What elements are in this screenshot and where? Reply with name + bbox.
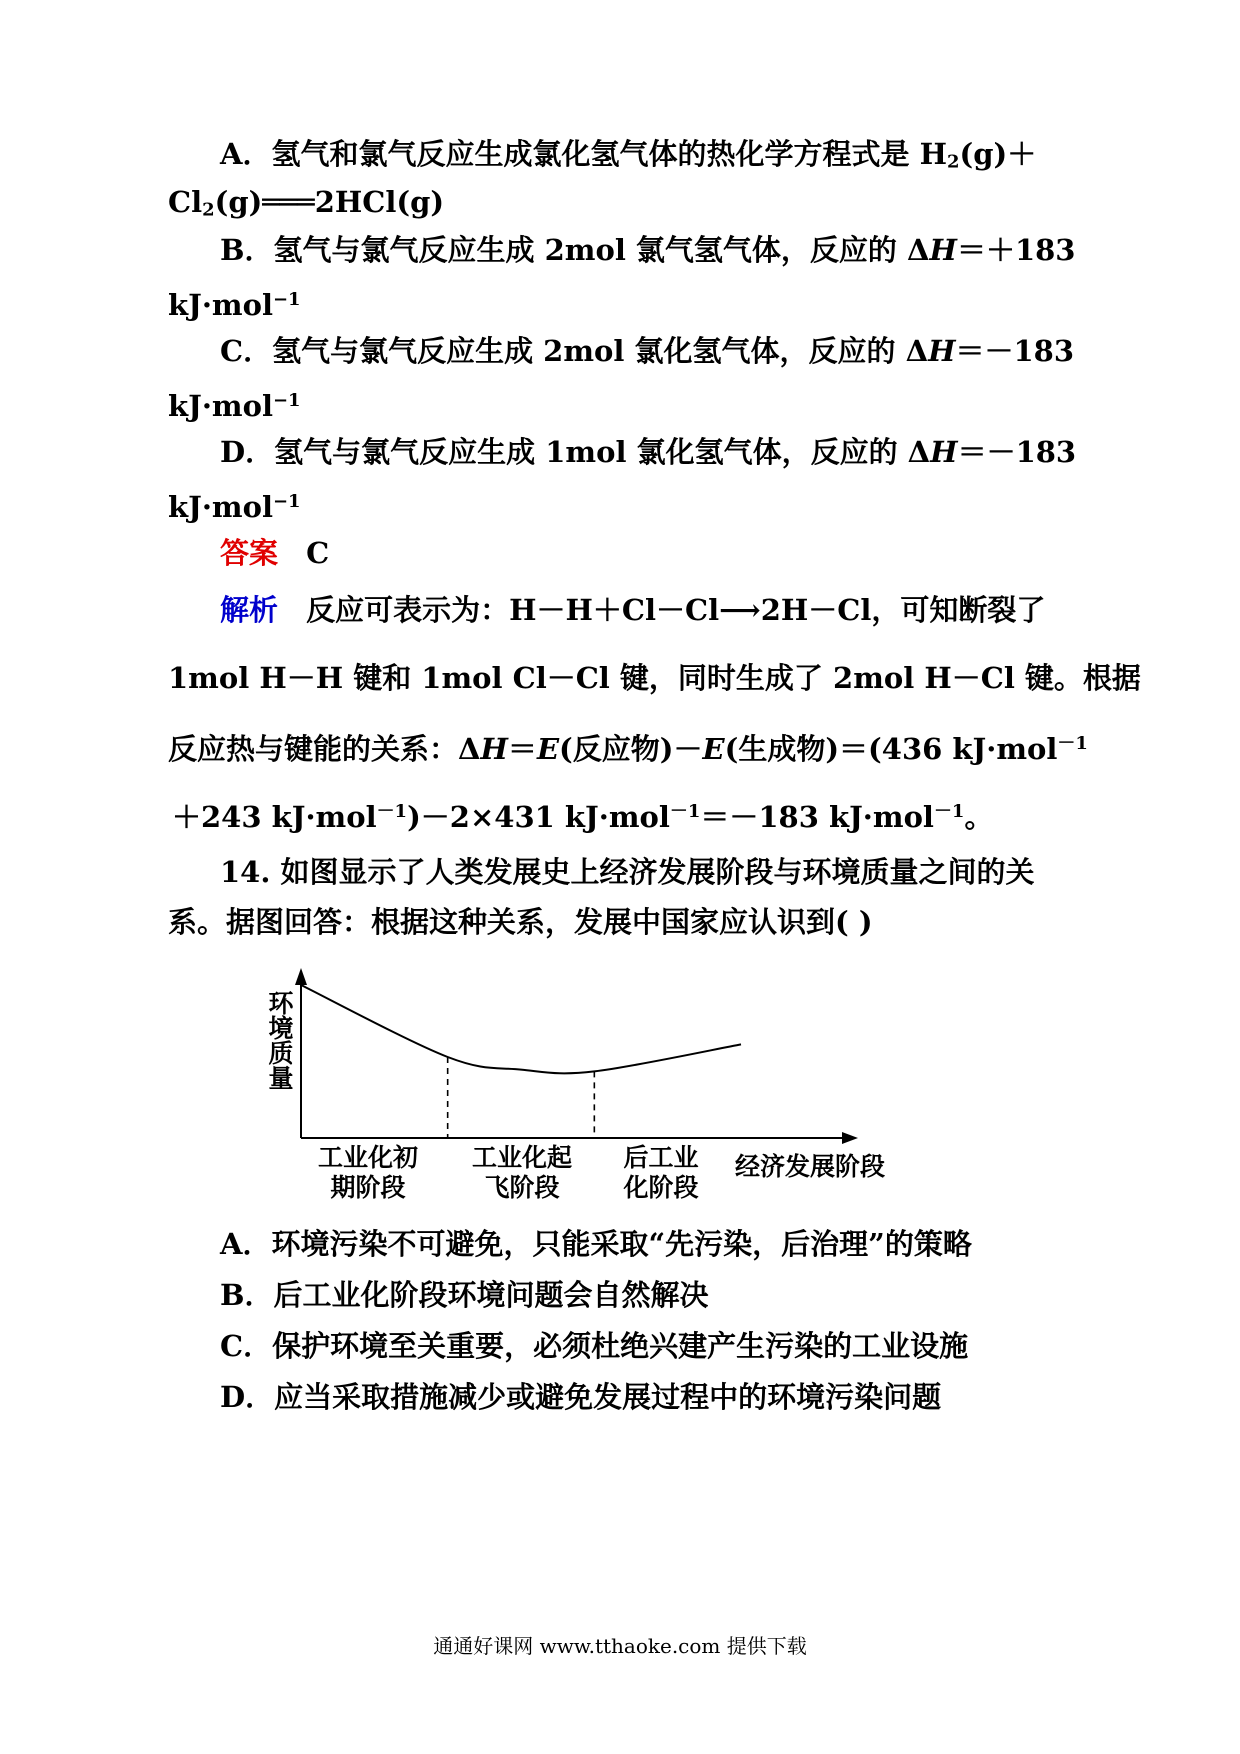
analysis-label: 解析	[220, 593, 279, 627]
answer-label: 答案	[220, 536, 279, 570]
analysis-line4: ＋243 kJ·mol$^{-1}$)－2×431 kJ·mol$^{-1}$＝－183 kJ·mol$^{-1}$。	[172, 799, 994, 834]
q14-option-d: D．应当采取措施减少或避免发展过程中的环境污染问题	[220, 1380, 942, 1414]
y-axis-label-char: 境	[268, 1014, 294, 1043]
x-axis-arrow	[842, 1132, 858, 1144]
y-axis-label-char: 量	[268, 1064, 294, 1093]
option-b-line1: B．氢气与氯气反应生成 2mol 氯气氢气体，反应的 ΔH＝＋183	[220, 233, 1076, 267]
analysis-line3: 反应热与键能的关系：ΔH＝E(反应物)－E(生成物)＝(436 kJ·mol$^{-1}$	[168, 731, 1088, 766]
x-axis-label: 经济发展阶段	[735, 1152, 886, 1181]
footer: 通通好课网 www.tthaoke.com 提供下载	[433, 1634, 807, 1658]
option-d-unit: kJ·mol$^{-1}$	[168, 489, 301, 524]
option-c-unit: kJ·mol$^{-1}$	[168, 388, 301, 423]
y-axis-arrow	[295, 968, 307, 985]
analysis-line1: 解析 反应可表示为：H－H＋Cl－Cl⟶2H－Cl，可知断裂了	[220, 593, 1046, 627]
option-c-line1: C．氢气与氯气反应生成 2mol 氯化氢气体，反应的 ΔH＝－183	[220, 334, 1075, 368]
q14-stem-line2: 系。据图回答：根据这种关系，发展中国家应认识到( )	[168, 905, 873, 939]
analysis-line2: 1mol H－H 键和 1mol Cl－Cl 键，同时生成了 2mol H－Cl 键。根据	[168, 661, 1141, 695]
q14-stem-line1: 14. 如图显示了人类发展史上经济发展阶段与环境质量之间的关	[220, 855, 1035, 889]
x-category-label: 工业化初	[317, 1143, 419, 1172]
option-a-line2: $Cl_2(g)═══2HCl(g)$	[168, 185, 445, 221]
x-category-label: 后工业	[623, 1143, 699, 1172]
x-category-label: 期阶段	[330, 1173, 406, 1202]
x-category-label: 工业化起	[471, 1143, 573, 1172]
q14-option-b: B．后工业化阶段环境问题会自然解决	[220, 1278, 709, 1312]
environment-quality-curve	[301, 985, 741, 1073]
y-axis-label-char: 质	[268, 1039, 294, 1068]
option-a-line1: A．氢气和氯气反应生成氯化氢气体的热化学方程式是 $H_2(g)+$	[220, 137, 1037, 173]
answer-value: C	[306, 536, 330, 570]
q14-option-a: A．环境污染不可避免，只能采取“先污染，后治理”的策略	[220, 1227, 972, 1261]
y-axis-label-char: 环	[268, 989, 294, 1018]
option-b-unit: kJ·mol$^{-1}$	[168, 287, 301, 322]
option-d-line1: D．氢气与氯气反应生成 1mol 氯化氢气体，反应的 ΔH＝－183	[220, 435, 1077, 469]
x-category-label: 飞阶段	[484, 1173, 560, 1202]
q14-option-c: C．保护环境至关重要，必须杜绝兴建产生污染的工业设施	[220, 1329, 969, 1363]
x-category-label: 化阶段	[623, 1173, 699, 1202]
